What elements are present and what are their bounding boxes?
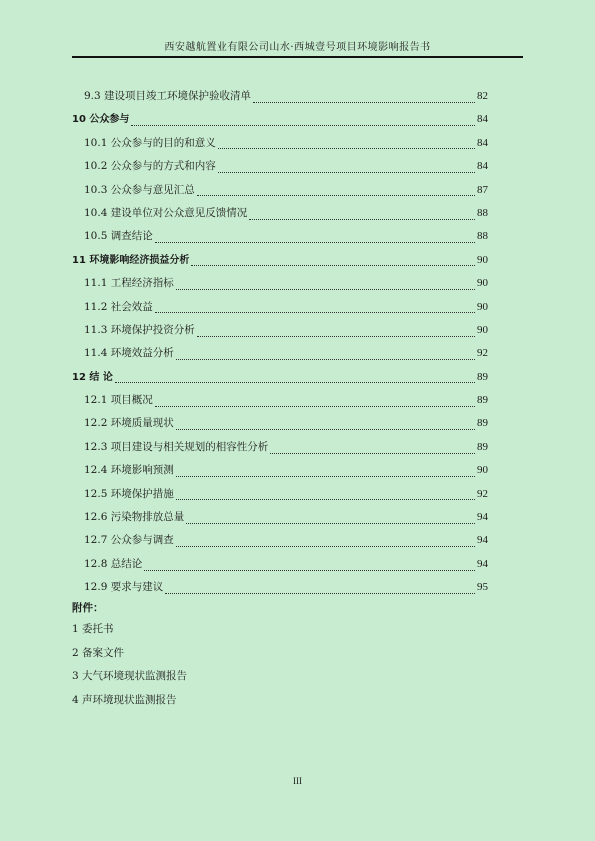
toc-section-entry[interactable] <box>72 85 488 108</box>
toc-entry-page: 94 <box>477 557 488 570</box>
toc-section-entry[interactable] <box>72 459 488 482</box>
running-header: 西安越航置业有限公司山水·西城壹号项目环境影响报告书 <box>164 42 431 53</box>
toc-chapter-entry[interactable] <box>72 108 488 131</box>
toc-entry-label: 12.1 项目概况 <box>84 394 153 407</box>
appendix-section <box>72 598 187 712</box>
toc-entry-page: 90 <box>477 464 488 477</box>
toc-chapter-entry[interactable] <box>72 366 488 389</box>
toc-section-entry[interactable] <box>72 296 488 319</box>
toc-entry-page: 90 <box>477 277 488 290</box>
table-of-contents <box>72 85 488 600</box>
toc-entry-page: 89 <box>477 417 488 430</box>
toc-section-entry[interactable] <box>72 202 488 225</box>
appendix-item: 1 委托书 <box>72 623 114 635</box>
toc-section-entry[interactable] <box>72 319 488 342</box>
toc-entry-label: 12.9 要求与建议 <box>84 581 164 594</box>
toc-entry-label: 11.2 社会效益 <box>84 300 153 313</box>
toc-entry-page: 84 <box>477 136 488 149</box>
dot-leader <box>155 241 475 243</box>
toc-entry-label: 11.3 环境保护投资分析 <box>84 323 195 336</box>
toc-section-entry[interactable] <box>72 529 488 552</box>
dot-leader <box>253 101 475 103</box>
toc-section-entry[interactable] <box>72 342 488 365</box>
toc-entry-page: 90 <box>477 323 488 336</box>
toc-section-entry[interactable] <box>72 412 488 435</box>
dot-leader <box>197 335 475 337</box>
toc-entry-label: 12.2 环境质量现状 <box>84 417 174 430</box>
toc-entry-page: 95 <box>477 581 488 594</box>
toc-entry-page: 92 <box>477 347 488 360</box>
dot-leader <box>176 288 475 290</box>
toc-entry-page: 89 <box>477 370 488 383</box>
dot-leader <box>176 358 475 360</box>
dot-leader <box>218 147 475 149</box>
page-number: III <box>293 776 302 786</box>
toc-entry-page: 84 <box>477 160 488 173</box>
toc-section-entry[interactable] <box>72 553 488 576</box>
toc-section-entry[interactable] <box>72 506 488 529</box>
dot-leader <box>144 569 475 571</box>
toc-section-entry[interactable] <box>72 225 488 248</box>
dot-leader <box>176 498 475 500</box>
toc-entry-label: 10.1 公众参与的目的和意义 <box>84 136 216 149</box>
toc-entry-page: 88 <box>477 206 488 219</box>
toc-entry-page: 94 <box>477 511 488 524</box>
toc-section-entry[interactable] <box>72 155 488 178</box>
dot-leader <box>155 311 475 313</box>
toc-entry-label: 11.1 工程经济指标 <box>84 277 174 290</box>
toc-entry-label: 12 结 论 <box>72 371 113 383</box>
toc-entry-label: 11 环境影响经济损益分析 <box>72 254 190 266</box>
toc-entry-page: 82 <box>477 90 488 102</box>
toc-entry-label: 12.3 项目建设与相关规划的相容性分析 <box>84 440 269 453</box>
toc-section-entry[interactable] <box>72 483 488 506</box>
toc-entry-page: 89 <box>477 440 488 453</box>
dot-leader <box>270 452 475 454</box>
toc-entry-label: 12.6 污染物排放总量 <box>84 511 185 524</box>
dot-leader <box>155 405 475 407</box>
toc-entry-label: 12.8 总结论 <box>84 557 143 570</box>
toc-entry-label: 11.4 环境效益分析 <box>84 347 174 360</box>
dot-leader <box>131 124 475 126</box>
toc-entry-page: 90 <box>477 300 488 313</box>
dot-leader <box>176 475 475 477</box>
toc-entry-page: 89 <box>477 394 488 407</box>
toc-entry-label: 10 公众参与 <box>72 114 130 126</box>
dot-leader <box>218 171 475 173</box>
toc-section-entry[interactable] <box>72 436 488 459</box>
toc-section-entry[interactable] <box>72 576 488 599</box>
dot-leader <box>249 218 475 220</box>
toc-entry-label: 12.7 公众参与调查 <box>84 534 174 547</box>
dot-leader <box>176 545 475 547</box>
toc-entry-page: 88 <box>477 230 488 243</box>
appendix-item: 2 备案文件 <box>72 646 125 659</box>
appendix-title: 附件： <box>72 602 104 614</box>
appendix-item: 3 大气环境现状监测报告 <box>72 670 188 682</box>
toc-section-entry[interactable] <box>72 179 488 202</box>
toc-entry-label: 10.3 公众参与意见汇总 <box>84 183 195 196</box>
toc-entry-label: 10.2 公众参与的方式和内容 <box>84 160 216 173</box>
toc-section-entry[interactable] <box>72 132 488 155</box>
toc-entry-label: 10.5 调查结论 <box>84 230 153 243</box>
toc-section-entry[interactable] <box>72 389 488 412</box>
appendix-item: 4 声环境现状监测报告 <box>72 693 177 706</box>
toc-section-entry[interactable] <box>72 272 488 295</box>
dot-leader <box>165 592 475 594</box>
toc-entry-page: 84 <box>477 113 488 126</box>
toc-entry-page: 92 <box>477 487 488 500</box>
toc-entry-label: 12.4 环境影响预测 <box>84 464 174 477</box>
dot-leader <box>191 264 475 266</box>
toc-chapter-entry[interactable] <box>72 249 488 272</box>
dot-leader <box>115 381 475 383</box>
toc-entry-page: 90 <box>477 253 488 266</box>
toc-entry-page: 94 <box>477 534 488 547</box>
dot-leader <box>186 522 475 524</box>
toc-entry-label: 10.4 建设单位对公众意见反馈情况 <box>84 206 248 219</box>
toc-entry-label: 12.5 环境保护措施 <box>84 487 174 500</box>
dot-leader <box>197 194 475 196</box>
toc-entry-page: 87 <box>477 183 488 196</box>
dot-leader <box>176 428 475 430</box>
header-rule <box>72 56 523 58</box>
toc-entry-label: 9.3 建设项目竣工环境保护验收清单 <box>84 90 252 102</box>
